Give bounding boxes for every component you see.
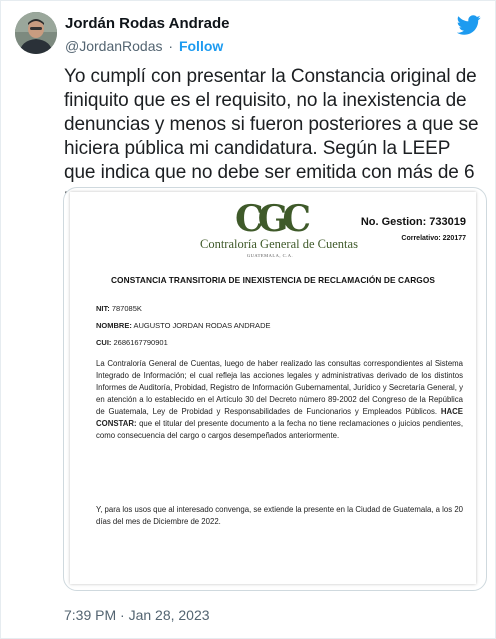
gestion-number: No. Gestion: 733019 — [360, 216, 466, 228]
hace-constar: HACE CONSTAR: — [96, 407, 463, 428]
author-handle[interactable]: @JordanRodas — [65, 38, 163, 54]
paragraph-1-tail: que el titular del presente documento a la fecha no tiene reclamaciones o juicios pendientes, como consecuencia del cargo o cargos desempeñados anteriormente. — [96, 419, 463, 440]
cui-field — [96, 338, 168, 347]
author-block — [65, 15, 229, 56]
tweet-media[interactable] — [63, 187, 487, 591]
document-paragraph-2: Y, para los usos que al interesado convenga, se extiende la presente en la Ciudad de Guatemala, a los 20 días del mes de Diciembre de 2022. — [96, 505, 463, 526]
separator-dot: · — [168, 38, 174, 54]
nombre-value: AUGUSTO JORDAN RODAS ANDRADE — [133, 321, 271, 330]
document-paragraph-1 — [96, 358, 463, 442]
cui-label: CUI: — [96, 338, 112, 347]
logo-mark: CGC — [234, 198, 306, 240]
nombre-label: NOMBRE: — [96, 321, 132, 330]
twitter-bird-icon[interactable] — [457, 13, 481, 37]
logo-name: Contraloría General de Cuentas — [200, 237, 358, 251]
paragraph-1-body: La Contraloría General de Cuentas, luego de haber realizado las consultas correspondientes al Sistema Integrado de Información; el cual refleja las acciones legales y administrativas derivado de los distintos Informes de Auditoría, Probidad, Registro de Información Gubernamental, Jurídico y Secretaría General, y en atención a lo establecido en el Artículo 30 del Decreto número 89-2002 del Congreso de la República de Guatemala, Ley de Probidad y Responsabilidades de Funcionarios y Empleados Públicos. — [96, 359, 463, 416]
nombre-field — [96, 321, 270, 330]
tweet-text: Yo cumplí con presentar la Constancia original de finiquito que es el requisito, no la inexistencia de denuncias y menos si fueron posteriores a que se hiciera pública mi candidatura. Según la LEEP que indica que no debe ser emitida con más de 6 — [64, 66, 479, 183]
document-image — [70, 192, 476, 584]
author-name[interactable]: Jordán Rodas Andrade — [65, 15, 230, 32]
document-title: CONSTANCIA TRANSITORIA DE INEXISTENCIA DE RECLAMACIÓN DE CARGOS — [110, 275, 436, 285]
avatar-image — [15, 12, 57, 54]
tweet-timestamp[interactable]: 7:39 PM · Jan 28, 2023 — [64, 607, 210, 623]
avatar[interactable] — [15, 12, 57, 54]
cgc-logo — [200, 198, 358, 258]
nit-field — [96, 304, 142, 313]
logo-sub: GUATEMALA, C.A. — [246, 253, 294, 258]
cui-value: 2686167790901 — [113, 338, 168, 347]
nit-value: 787085K — [111, 304, 142, 313]
nit-label: NIT: — [96, 304, 110, 313]
correlativo-number: Correlativo: 220177 — [401, 235, 466, 242]
follow-button[interactable]: Follow — [178, 38, 224, 54]
author-meta — [65, 36, 229, 56]
